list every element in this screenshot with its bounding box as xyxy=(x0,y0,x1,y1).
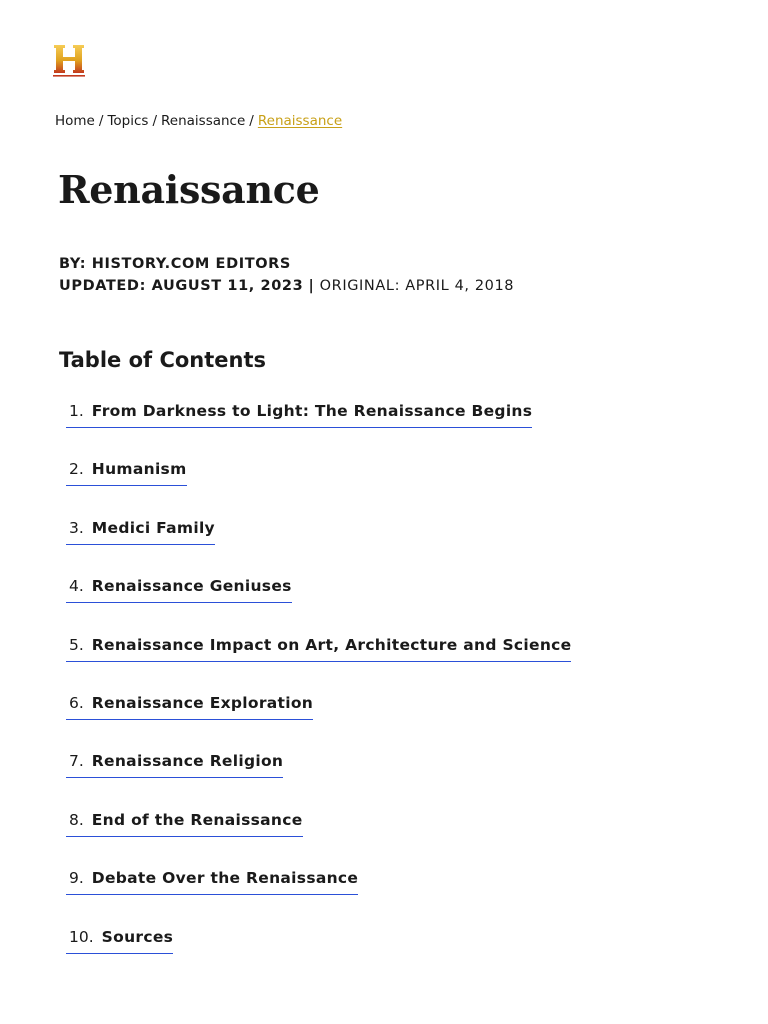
toc-number: 6. xyxy=(69,693,84,712)
toc-heading: Table of Contents xyxy=(59,348,267,372)
toc-number: 10. xyxy=(69,927,94,946)
table-of-contents xyxy=(66,398,571,982)
toc-link-debate[interactable] xyxy=(66,865,358,895)
toc-label: Humanism xyxy=(91,460,187,479)
toc-label: Renaissance Religion xyxy=(91,752,284,771)
toc-link-darkness-to-light[interactable] xyxy=(66,398,532,428)
toc-link-impact-on-art[interactable] xyxy=(66,632,571,662)
toc-number: 8. xyxy=(69,810,84,829)
original-date: ORIGINAL: APRIL 4, 2018 xyxy=(319,278,515,294)
toc-label: Renaissance Exploration xyxy=(91,693,314,712)
page-title: Renaissance xyxy=(58,167,320,212)
toc-link-humanism[interactable] xyxy=(66,456,187,486)
toc-number: 5. xyxy=(69,635,84,654)
breadcrumb xyxy=(55,112,342,130)
toc-item xyxy=(66,515,571,573)
toc-link-medici-family[interactable] xyxy=(66,515,215,545)
toc-number: 1. xyxy=(69,402,84,420)
toc-label: From Darkness to Light: The Renaissance Begins xyxy=(91,402,533,420)
author-label: BY: HISTORY.COM EDITORS xyxy=(59,256,291,272)
breadcrumb-topics[interactable]: Topics xyxy=(107,113,149,129)
toc-label: Medici Family xyxy=(91,518,215,537)
breadcrumb-separator: / xyxy=(249,113,254,129)
toc-item xyxy=(66,748,571,806)
updated-date: UPDATED: AUGUST 11, 2023 xyxy=(59,278,304,294)
toc-number: 7. xyxy=(69,752,84,771)
toc-item xyxy=(66,573,571,631)
toc-number: 4. xyxy=(69,577,84,596)
byline xyxy=(59,253,514,297)
breadcrumb-separator: / xyxy=(152,113,157,129)
toc-label: Debate Over the Renaissance xyxy=(91,869,359,888)
toc-item xyxy=(66,398,571,456)
toc-link-exploration[interactable] xyxy=(66,690,313,720)
toc-label: Renaissance Impact on Art, Architecture and Science xyxy=(91,635,572,654)
toc-number: 2. xyxy=(69,460,84,479)
toc-number: 9. xyxy=(69,869,84,888)
breadcrumb-renaissance[interactable]: Renaissance xyxy=(161,113,246,129)
byline-dates xyxy=(59,275,514,297)
toc-item xyxy=(66,924,571,982)
breadcrumb-home[interactable]: Home xyxy=(55,113,95,129)
toc-label: End of the Renaissance xyxy=(91,810,303,829)
byline-author xyxy=(59,253,514,275)
breadcrumb-current[interactable]: Renaissance xyxy=(257,113,343,129)
toc-link-religion[interactable] xyxy=(66,748,283,778)
history-logo[interactable] xyxy=(52,43,86,79)
toc-item xyxy=(66,865,571,923)
toc-item xyxy=(66,632,571,690)
toc-number: 3. xyxy=(69,518,84,537)
toc-item xyxy=(66,690,571,748)
toc-label: Renaissance Geniuses xyxy=(91,577,292,596)
toc-link-renaissance-geniuses[interactable] xyxy=(66,573,292,603)
toc-link-end-of-renaissance[interactable] xyxy=(66,807,303,837)
toc-item xyxy=(66,456,571,514)
toc-item xyxy=(66,807,571,865)
date-divider: | xyxy=(308,278,315,294)
logo-letter-h xyxy=(54,45,84,73)
breadcrumb-separator: / xyxy=(98,113,104,129)
logo-underline xyxy=(53,75,85,77)
toc-link-sources[interactable] xyxy=(66,924,173,954)
toc-label: Sources xyxy=(101,927,174,946)
